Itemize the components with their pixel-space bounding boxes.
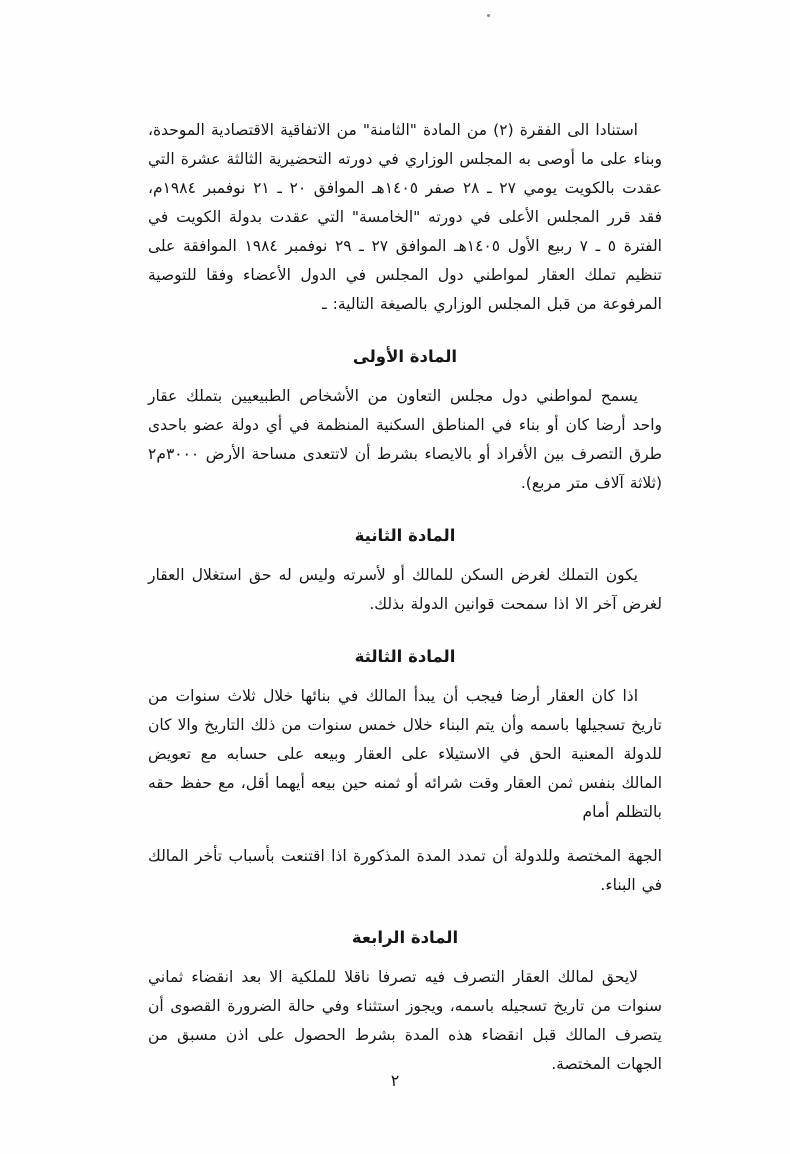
article-3-title: المادة الثالثة — [354, 647, 456, 666]
article-3-body-continuation: الجهة المختصة وللدولة أن تمدد المدة المذكورة اذا اقتنعت بأسباب تأخر المالك في البناء. — [148, 847, 662, 894]
scan-speck — [487, 14, 490, 17]
article-2-body: يكون التملك لغرض السكن للمالك أو لأسرته وليس له حق استغلال العقار لغرض آخر الا اذا سمحت قوانين الدولة بذلك. — [148, 566, 662, 613]
article-1-body: يسمح لمواطني دول مجلس التعاون من الأشخاص الطبيعيين بتملك عقار واحد أرضا كان أو بناء في المناطق السكنية المنظمة في أي دولة عضو باحدى طرق التصرف بين الأفراد أو بالايصاء بشرط أن لاتتعدى مساحة الأرض ٣٠٠٠م٢ (ثلاثة آلاف متر مربع). — [148, 387, 662, 492]
article-2-title: المادة الثانية — [354, 526, 456, 545]
page-number: ٢ — [390, 1071, 400, 1090]
article-3-body: اذا كان العقار أرضا فيجب أن يبدأ المالك في بنائها خلال ثلاث سنوات من تاريخ تسجيلها باسمه وأن يتم البناء خلال خمس سنوات من ذلك التاريخ والا كان للدولة المعنية الحق في الاستيلاء على العقار وبيعه على حسابه مع تعويض المالك بنفس ثمن العقار وقت شرائه أو ثمنه حين بيعه أيهما أقل، مع حفظ حقه بالتظلم أمام — [148, 687, 662, 821]
article-4-title: المادة الرابعة — [351, 928, 459, 947]
article-1-title: المادة الأولى — [352, 347, 458, 366]
intro-paragraph: استنادا الى الفقرة (٢) من المادة "الثامنة" من الاتفاقية الاقتصادية الموحدة، وبناء على ما أوصى به المجلس الوزاري في دورته التحضيرية الثالثة عشرة التي عقدت بالكويت يومي ٢٧ ـ ٢٨ صفر ١٤٠٥هـ الموافق ٢٠ ـ ٢١ نوفمبر ١٩٨٤م، فقد قرر المجلس الأعلى في دورته "الخامسة" التي عقدت بدولة الكويت في الفترة ٥ ـ ٧ ربيع الأول ١٤٠٥هـ الموافق ٢٧ ـ ٢٩ نوفمبر ١٩٨٤ الموافقة على تنظيم تملك العقار لمواطني دول المجلس في الدول الأعضاء وفقا للتوصية المرفوعة من قبل المجلس الوزاري بالصيغة التالية: ـ — [148, 121, 662, 313]
document-body — [148, 116, 662, 1079]
article-4-body: لايحق لمالك العقار التصرف فيه تصرفا ناقلا للملكية الا بعد انقضاء ثماني سنوات من تاريخ تسجيله باسمه، ويجوز استثناء وفي حالة الضرورة القصوى أن يتصرف المالك قبل انقضاء هذه المدة بشرط الحصول على اذن مسبق من الجهات المختصة. — [148, 968, 662, 1073]
